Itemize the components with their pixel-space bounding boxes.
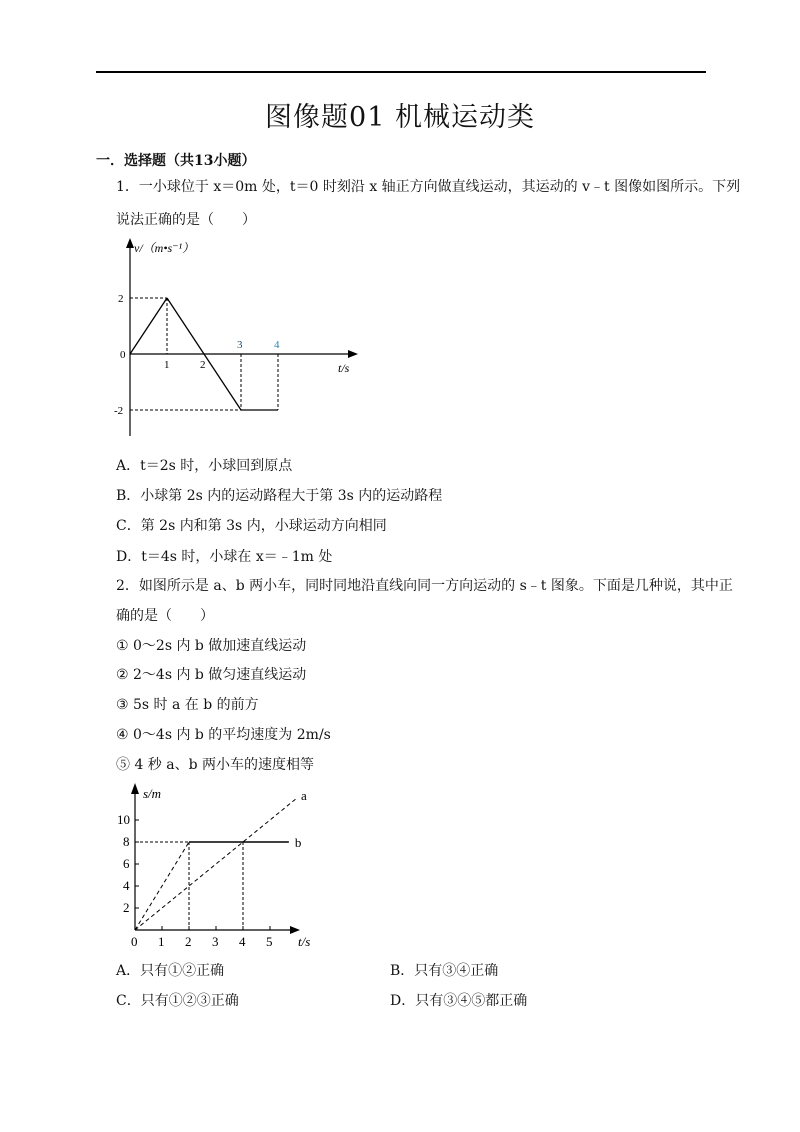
x-tick-label: 1 — [164, 359, 170, 371]
q1-option-d: D．t＝4s 时，小球在 x＝﹣1m 处 — [116, 549, 333, 565]
x-tick-label: 2 — [185, 934, 192, 949]
q1-option-a: A．t＝2s 时，小球回到原点 — [116, 458, 293, 474]
y-axis-label: v/（m•s⁻¹） — [134, 241, 195, 255]
x-tick-label: 5 — [266, 934, 273, 949]
y-tick-label: 2 — [118, 293, 124, 305]
x-tick-label: 2 — [200, 359, 206, 371]
y-axis-arrow — [131, 783, 139, 794]
q1-stem-line1: 1．一小球位于 x＝0m 处，t＝0 时刻沿 x 轴正方向做直线运动，其运动的 v﹣t 图像如图所示。下列 — [116, 179, 741, 195]
series-a-line — [135, 798, 297, 930]
y-tick-label: 8 — [123, 834, 130, 849]
q2-option-a: A．只有①②正确 — [116, 963, 225, 979]
q2-option-c: C．只有①②③正确 — [116, 993, 239, 1009]
q2-statement-1: ① 0～2s 内 b 做加速直线运动 — [116, 638, 307, 654]
origin-label: 0 — [120, 349, 126, 361]
y-tick-label: 2 — [123, 900, 130, 915]
x-axis-label: t/s — [338, 361, 350, 375]
q2-statement-5: ⑤ 4 秒 a、b 两小车的速度相等 — [116, 757, 315, 773]
q2-option-b: B．只有③④正确 — [390, 963, 499, 979]
q1-option-c: C．第 2s 内和第 3s 内，小球运动方向相同 — [116, 518, 387, 534]
x-axis-arrow — [290, 926, 300, 934]
y-tick-label: 10 — [117, 812, 130, 827]
series-b-rising — [135, 842, 189, 930]
x-tick-label: 4 — [274, 339, 280, 351]
x-axis-arrow — [348, 350, 358, 358]
vt-line-segment — [130, 298, 167, 354]
q2-statement-3: ③ 5s 时 a 在 b 的前方 — [116, 697, 259, 713]
q2-stem-line2: 确的是（ ） — [116, 608, 214, 624]
x-tick-label: 3 — [237, 339, 243, 351]
y-tick-label: -2 — [114, 405, 124, 417]
y-tick-label: 6 — [123, 856, 130, 871]
x-axis-label: t/s — [298, 934, 311, 949]
q1-stem-line2: 说法正确的是（ ） — [116, 212, 256, 228]
top-rule — [96, 71, 706, 73]
q2-option-d: D．只有③④⑤都正确 — [390, 993, 528, 1009]
q2-statement-2: ② 2～4s 内 b 做匀速直线运动 — [116, 667, 307, 683]
vt-chart — [110, 236, 370, 446]
section-heading: 一．选择题（共13小题） — [96, 153, 256, 169]
series-b-label: b — [294, 835, 302, 850]
st-chart — [110, 780, 330, 952]
x-tick-label: 3 — [212, 934, 219, 949]
y-axis-arrow — [126, 238, 134, 248]
y-axis-label: s/m — [143, 786, 162, 801]
x-tick-label: 1 — [158, 934, 165, 949]
x-tick-label: 4 — [239, 934, 246, 949]
y-tick-label: 4 — [123, 878, 130, 893]
series-a-label: a — [301, 788, 307, 803]
q1-option-b: B．小球第 2s 内的运动路程大于第 3s 内的运动路程 — [116, 488, 443, 504]
page-title: 图像题01 机械运动类 — [265, 102, 535, 133]
x-tick-label: 0 — [131, 934, 138, 949]
q2-stem-line1: 2．如图所示是 a、b 两小车，同时同地沿直线向同一方向运动的 s﹣t 图象。下面是几种说，其中正 — [116, 578, 733, 594]
q2-statement-4: ④ 0～4s 内 b 的平均速度为 2m/s — [116, 727, 331, 743]
